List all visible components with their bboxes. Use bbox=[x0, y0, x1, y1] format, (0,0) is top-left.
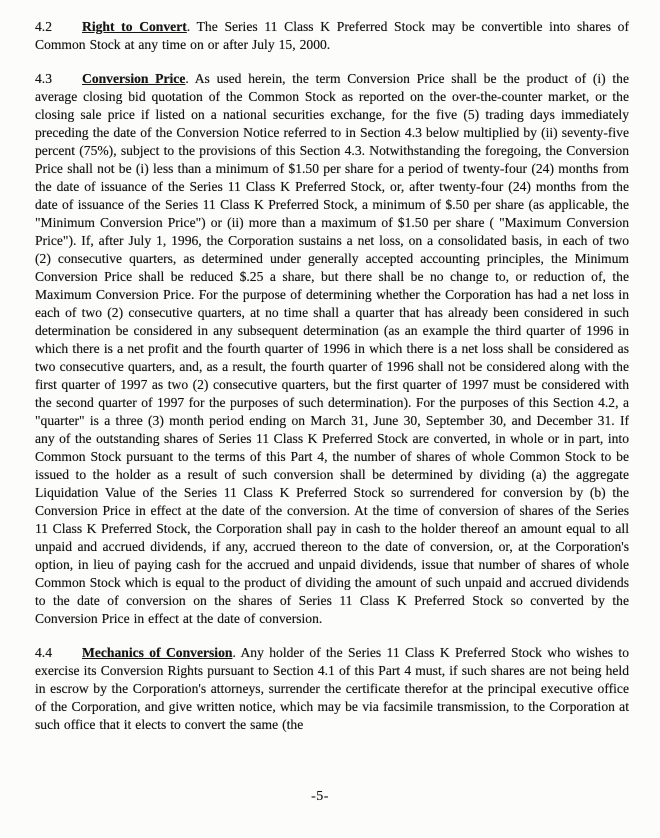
section-4-4 bbox=[35, 644, 629, 734]
section-heading: Conversion Price bbox=[82, 71, 186, 86]
section-4-2 bbox=[35, 18, 629, 54]
section-body-text: . Any holder of the Series 11 Class K Preferred Stock who wishes to exercise its Conversion Rights pursuant to Section 4.1 of this Part 4 must, if such shares are not being held in escrow by the Corporation's attorneys, surrender the certificate therefor at the principal executive office of the Corporation, and give written notice, which may be via facsimile transmission, to the Corporation at such office that it elects to convert the same (the bbox=[35, 645, 629, 732]
section-body-text: . As used herein, the term Conversion Price shall be the product of (i) the average closing bid quotation of the Common Stock as reported on the over-the-counter market, or the closing sale price if listed on a national securities exchange, for the five (5) trading days immediately preceding the date of the Conversion Notice referred to in Section 4.3 below multiplied by (ii) seventy-five percent (75%), subject to the provisions of this Section 4.3. Notwithstanding the foregoing, the Conversion Price shall not be (i) less than a minimum of $1.50 per share for a period of twenty-four (24) months from the date of issuance of the Series 11 Class K Preferred Stock, or, after twenty-four (24) months from the date of issuance of the Series 11 Class K Preferred Stock, a minimum of $.50 per share (as applicable, the "Minimum Conversion Price") or (ii) more than a maximum of $1.50 per share ( "Maximum Conversion Price"). If, after July 1, 1996, the Corporation sustains a net loss, on a consolidated basis, in each of two (2) consecutive quarters, as determined under generally accepted accounting principles, the Minimum Conversion Price shall be reduced $.25 a share, but there shall be no change to, or reduction of, the Maximum Conversion Price. For the purpose of determining whether the Corporation has had a net loss in each of two (2) consecutive quarters, at no time shall a quarter that has already been considered in such determination be considered in any subsequent determination (as an example the third quarter of 1996 in which there is a net profit and the fourth quarter of 1996 in which there is a net loss shall be considered as two consecutive quarters, and, as a result, the fourth quarter of 1996 shall not be considered along with the first quarter of 1997 as two (2) consecutive quarters, but the first quarter of 1997 must be considered with the second quarter of 1997 for the purposes of such determination). For the purposes of this Section 4.2, a "quarter" is a three (3) month period ending on March 31, June 30, September 30, and December 31. If any of the outstanding shares of Series 11 Class K Preferred Stock are converted, in whole or in part, into Common Stock pursuant to the terms of this Part 4, the number of shares of whole Common Stock to be issued to the holder as a result of such conversion shall be determined by dividing (a) the aggregate Liquidation Value of the Series 11 Class K Preferred Stock so surrendered for conversion by (b) the Conversion Price in effect at the date of the conversion. At the time of conversion of shares of the Series 11 Class K Preferred Stock, the Corporation shall pay in cash to the holder thereof an amount equal to all unpaid and accrued dividends, if any, accrued thereon to the date of conversion, or, at the Corporation's option, in lieu of paying cash for the accrued and unpaid dividends, issue that number of shares of whole Common Stock which is equal to the product of dividing the amount of such unpaid and accrued dividends to the date of conversion on the shares of Series 11 Class K Preferred Stock so converted by the Conversion Price in effect at the date of conversion. bbox=[35, 71, 629, 626]
section-number: 4.2 bbox=[35, 19, 52, 34]
section-number: 4.4 bbox=[35, 645, 52, 660]
page-number: -5- bbox=[311, 789, 329, 804]
section-number: 4.3 bbox=[35, 71, 52, 86]
section-body-text: . The Series 11 Class K Preferred Stock may be convertible into shares of Common Stock at any time on or after July 15, 2000. bbox=[35, 19, 630, 52]
section-4-3 bbox=[35, 70, 629, 628]
section-heading: Mechanics of Conversion bbox=[82, 645, 233, 660]
section-heading: Right to Convert bbox=[82, 19, 187, 34]
